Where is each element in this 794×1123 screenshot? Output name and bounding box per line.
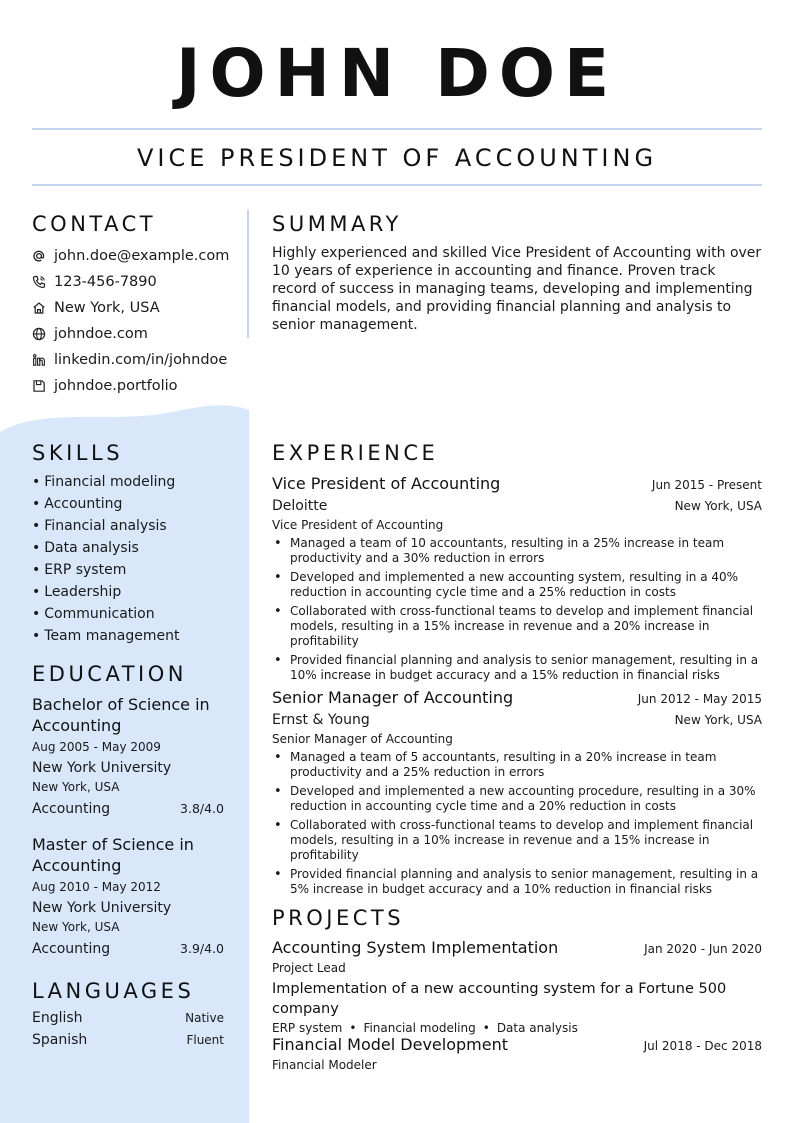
job-role: Vice President of Accounting	[272, 518, 444, 532]
job-title: Vice President of Accounting	[272, 474, 501, 493]
job-bullet: • Developed and implemented a new accounting procedure, resulting in a 30% reduction in accounting cycle time and a 20% reduction in costs	[274, 784, 756, 813]
education-location: New York, USA	[32, 780, 120, 794]
header-rule-bottom	[32, 184, 762, 186]
project-title: Financial Model Development	[272, 1035, 508, 1054]
contact-phone-text: 123-456-7890	[54, 274, 157, 290]
contact-location	[32, 295, 242, 321]
skill-item: • Communication	[32, 606, 155, 622]
job-bullet: • Collaborated with cross-functional teams to develop and implement financial models, resulting in a 15% increase in revenue and a 20% increase in profitability	[274, 604, 754, 648]
language-level: Fluent	[186, 1033, 224, 1047]
contact-website[interactable]	[32, 321, 242, 347]
job-bullet: • Developed and implemented a new accounting system, resulting in a 40% reduction in accounting cycle time and a 25% reduction in costs	[274, 570, 739, 599]
linkedin-icon	[32, 353, 46, 367]
education-school: New York University	[32, 760, 172, 776]
job-company: Deloitte	[272, 498, 328, 514]
contact-portfolio-text: johndoe.portfolio	[54, 378, 178, 394]
column-divider	[247, 210, 249, 338]
education-gpa: 3.8/4.0	[180, 801, 224, 816]
languages-heading: LANGUAGES	[32, 979, 195, 1003]
job-entry	[272, 688, 762, 901]
project-role: Project Lead	[272, 961, 346, 975]
education-location: New York, USA	[32, 920, 120, 934]
education-entry	[32, 834, 224, 958]
home-icon	[32, 301, 46, 315]
summary-text: Highly experienced and skilled Vice President of Accounting with over 10 years of experience in accounting and finance. Proven track record of success in managing teams, developing and implementing financial models, and providing financial planning and analysis to senior management.	[272, 245, 762, 333]
candidate-name: JOHN DOE	[175, 35, 619, 112]
project-tag: Financial modeling	[363, 1021, 476, 1035]
contact-email[interactable]	[32, 243, 242, 269]
education-field: Accounting	[32, 941, 111, 957]
contact-portfolio[interactable]	[32, 373, 242, 399]
education-degree: Master of Science in Accounting	[32, 835, 194, 875]
language-level: Native	[185, 1011, 224, 1025]
languages-list	[32, 1010, 224, 1054]
project-dates: Jul 2018 - Dec 2018	[643, 1039, 762, 1053]
education-entry	[32, 694, 224, 818]
language-name: English	[32, 1010, 83, 1026]
education-gpa: 3.9/4.0	[180, 941, 224, 956]
job-bullets	[272, 750, 762, 897]
contact-email-text: john.doe@example.com	[54, 248, 230, 264]
project-dates: Jan 2020 - Jun 2020	[644, 942, 762, 956]
education-heading: EDUCATION	[32, 662, 187, 686]
project-tag: ERP system	[272, 1021, 343, 1035]
phone-icon	[32, 275, 46, 289]
skill-item: • Leadership	[32, 584, 122, 600]
language-item	[32, 1032, 224, 1054]
candidate-role: VICE PRESIDENT OF ACCOUNTING	[136, 144, 658, 172]
portfolio-icon	[32, 379, 46, 393]
project-tag: Data analysis	[496, 1021, 578, 1035]
summary-heading: SUMMARY	[272, 212, 402, 236]
education-school: New York University	[32, 900, 172, 916]
language-item	[32, 1010, 224, 1032]
job-bullet: • Managed a team of 10 accountants, resulting in a 25% increase in team productivity and a 30% reduction in errors	[274, 536, 725, 565]
job-bullets	[272, 536, 762, 683]
job-location: New York, USA	[674, 499, 762, 513]
project-title: Accounting System Implementation	[272, 938, 559, 957]
skills-list	[32, 472, 237, 648]
skills-heading: SKILLS	[32, 441, 124, 465]
project-tags: ERP system • Financial modeling • Data analysis	[272, 1021, 578, 1035]
education-field: Accounting	[32, 801, 111, 817]
job-location: New York, USA	[674, 713, 762, 727]
language-name: Spanish	[32, 1032, 88, 1048]
skill-item: • Financial modeling	[32, 474, 176, 490]
job-bullet: • Managed a team of 5 accountants, resulting in a 20% increase in team productivity and a 25% reduction in errors	[274, 750, 717, 779]
project-entry	[272, 1035, 762, 1073]
job-role: Senior Manager of Accounting	[272, 732, 453, 746]
contact-list	[32, 243, 242, 399]
contact-heading: CONTACT	[32, 212, 157, 236]
job-entry	[272, 474, 762, 687]
skill-item: • Team management	[32, 628, 180, 644]
globe-icon	[32, 327, 46, 341]
project-role: Financial Modeler	[272, 1058, 377, 1072]
job-bullet: • Collaborated with cross-functional teams to develop and implement financial models, resulting in a 10% increase in revenue and a 15% increase in profitability	[274, 818, 754, 862]
project-entry	[272, 938, 762, 1036]
skill-item: • Financial analysis	[32, 518, 167, 534]
education-dates: Aug 2010 - May 2012	[32, 880, 161, 894]
skill-item: • Accounting	[32, 496, 123, 512]
education-degree: Bachelor of Science in Accounting	[32, 695, 210, 735]
contact-website-text: johndoe.com	[54, 326, 148, 342]
job-title: Senior Manager of Accounting	[272, 688, 514, 707]
skill-item: • ERP system	[32, 562, 127, 578]
at-icon	[32, 249, 46, 263]
contact-linkedin-text: linkedin.com/in/johndoe	[54, 352, 228, 368]
project-description: Implementation of a new accounting system for a Fortune 500 company	[272, 981, 727, 1017]
job-bullet: • Provided financial planning and analysis to senior management, resulting in a 5% increase in budget accuracy and a 10% reduction in financial risks	[274, 867, 759, 896]
job-dates: Jun 2012 - May 2015	[637, 692, 762, 706]
contact-phone[interactable]	[32, 269, 242, 295]
contact-linkedin[interactable]	[32, 347, 242, 373]
job-dates: Jun 2015 - Present	[651, 478, 762, 492]
experience-heading: EXPERIENCE	[272, 441, 439, 465]
contact-location-text: New York, USA	[54, 300, 160, 316]
education-dates: Aug 2005 - May 2009	[32, 740, 161, 754]
job-bullet: • Provided financial planning and analysis to senior management, resulting in a 10% increase in budget accuracy and a 15% reduction in financial risks	[274, 653, 759, 682]
projects-heading: PROJECTS	[272, 906, 405, 930]
job-company: Ernst & Young	[272, 712, 370, 728]
header-rule-top	[32, 128, 762, 130]
skill-item: • Data analysis	[32, 540, 139, 556]
